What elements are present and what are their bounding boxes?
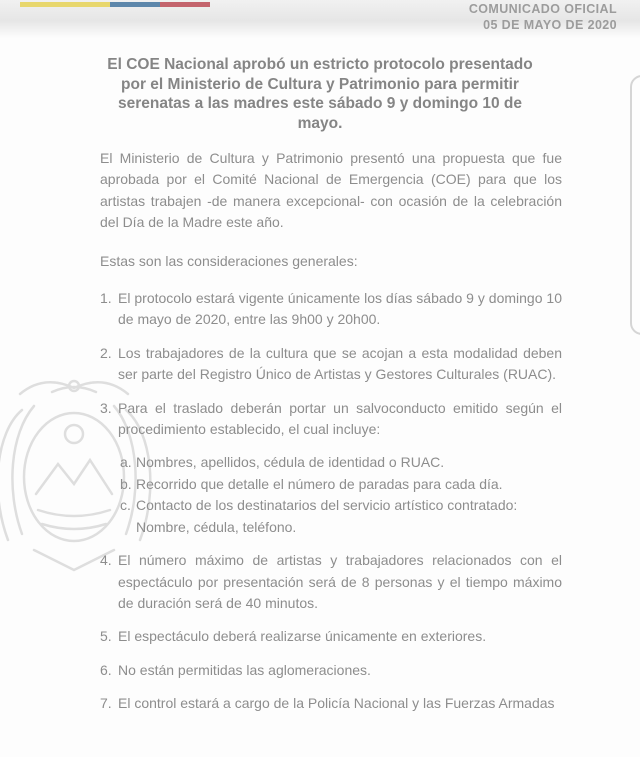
list-item-6 <box>100 660 562 681</box>
list-item-number: 1. <box>100 290 112 307</box>
list-item-text: No están permitidas las aglomeraciones. <box>118 661 371 678</box>
list-item-7 <box>100 693 562 714</box>
list-item-number: 6. <box>100 661 112 678</box>
list-item-text: El protocolo estará vigente únicamente los días sábado 9 y domingo 10 de mayo de 2020, entre las 9h00 y 20h00. <box>118 290 562 328</box>
list-item-5 <box>100 626 562 647</box>
sub-item-text: Recorrido que detalle el número de paradas para cada día. <box>136 475 503 492</box>
sub-item-letter: a. <box>120 454 132 471</box>
list-item-number: 4. <box>100 552 112 569</box>
list-item-number: 7. <box>100 695 112 712</box>
sub-list-item-b <box>120 474 562 495</box>
document-body <box>100 148 562 715</box>
intro-paragraph: El Ministerio de Cultura y Patrimonio presentó una propuesta que fue aprobada por el Comité Nacional de Emergencia (COE) para que los artistas trabajen -de manera excepcional- con ocasión de la celebración del Día de la Madre este año. <box>100 150 562 231</box>
flag-red-segment <box>160 2 210 7</box>
list-item-text: El número máximo de artistas y trabajadores relacionados con el espectáculo por presentación será de 8 personas y el tiempo máximo de duración será de 40 minutos. <box>118 552 562 611</box>
sub-item-text: Contacto de los destinatarios del servicio artístico contratado: Nombre, cédula, teléfono. <box>136 497 518 535</box>
sub-list-item-c <box>120 495 562 538</box>
flag-yellow-segment <box>20 2 110 7</box>
sub-item-letter: b. <box>120 475 132 492</box>
list-item-2 <box>100 343 562 386</box>
sub-item-text: Nombres, apellidos, cédula de identidad o RUAC. <box>136 454 445 471</box>
document-page <box>0 38 640 727</box>
list-item-text: El espectáculo deberá realizarse únicamente en exteriores. <box>118 628 487 645</box>
considerations-subheading: Estas son las consideraciones generales: <box>100 252 358 269</box>
sub-list-item-a <box>120 452 562 473</box>
list-item-text: Para el traslado deberán portar un salvoconducto emitido según el procedimiento establecido, el cual incluye: <box>118 399 562 438</box>
sub-item-letter: c. <box>120 497 131 514</box>
list-item-3 <box>100 398 562 441</box>
list-item-number: 5. <box>100 628 112 645</box>
list-item-4 <box>100 550 562 614</box>
document-title: El COE Nacional aprobó un estricto protocolo presentado por el Ministerio de Cultura y Patrimonio para permitir serenatas a las madres este sábado 9 y domingo 10 de mayo. <box>107 56 533 132</box>
salvoconducto-sub-list <box>120 452 562 538</box>
flag-blue-segment <box>110 2 160 7</box>
list-item-text: El control estará a cargo de la Policía Nacional y las Fuerzas Armadas <box>118 695 555 712</box>
list-item-number: 3. <box>100 399 112 416</box>
ecuador-flag-stripe <box>20 2 210 7</box>
communique-date-line: 05 DE MAYO DE 2020 <box>483 18 617 32</box>
list-item-text: Los trabajadores de la cultura que se acojan a esta modalidad deben ser parte del Registro Único de Artistas y Gestores Culturales (RUAC). <box>118 344 562 383</box>
communique-title-line: COMUNICADO OFICIAL <box>468 2 617 16</box>
list-item-1 <box>100 288 562 331</box>
official-communique-label <box>469 1 617 33</box>
list-item-number: 2. <box>100 344 112 361</box>
